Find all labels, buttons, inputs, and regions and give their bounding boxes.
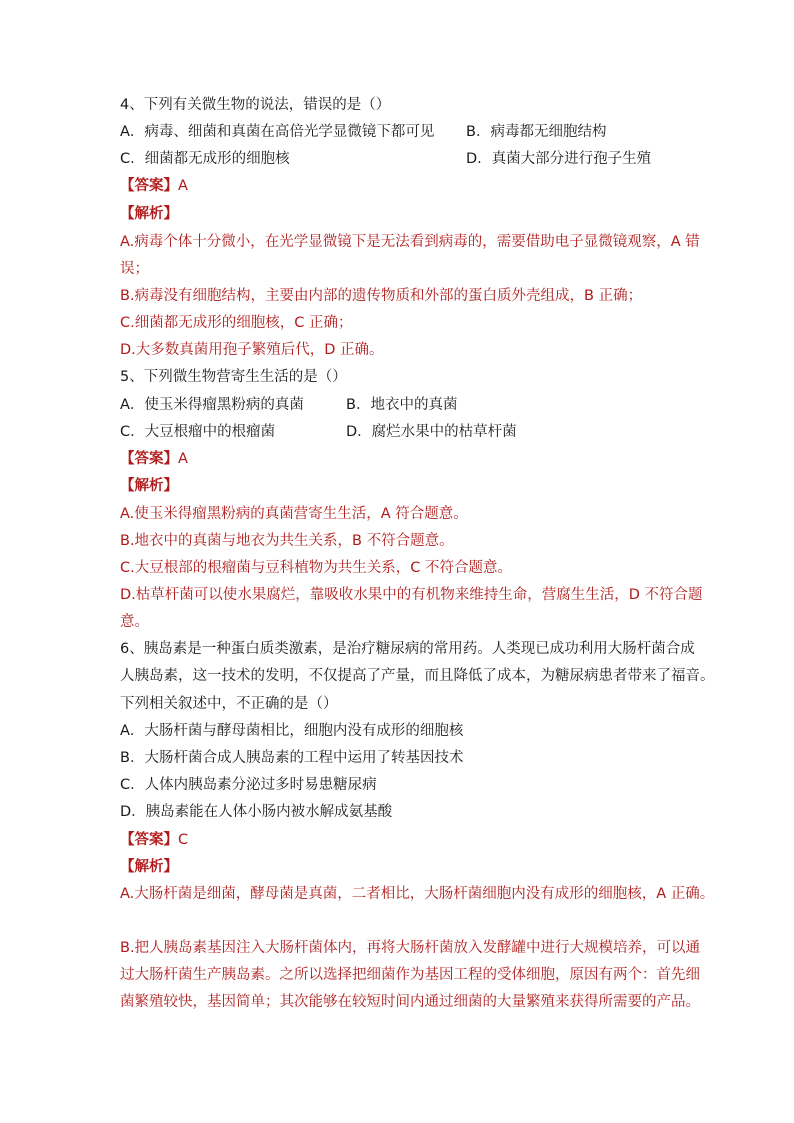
q5-answer bbox=[120, 449, 188, 469]
q4-explanation-a-line1: A.病毒个体十分微小，在光学显微镜下是无法看到病毒的，需要借助电子显微镜观察，A 错 bbox=[120, 234, 700, 250]
q5-option-a: A．使玉米得瘤黑粉病的真菌 bbox=[120, 397, 304, 413]
q5-explanation-d-line2: 意。 bbox=[120, 614, 149, 630]
q4-analysis-label: 【解析】 bbox=[120, 206, 178, 222]
q6-explanation-b-line1: B.把人胰岛素基因注入大肠杆菌体内，再将大肠杆菌放入发酵罐中进行大规模培养，可以通 bbox=[120, 940, 701, 956]
q6-option-c: C．人体内胰岛素分泌过多时易患糖尿病 bbox=[120, 777, 377, 793]
q5-explanation-c: C.大豆根部的根瘤菌与豆科植物为共生关系，C 不符合题意。 bbox=[120, 560, 512, 576]
q4-explanation-b: B.病毒没有细胞结构，主要由内部的遗传物质和外部的蛋白质外壳组成，B 正确； bbox=[120, 288, 643, 304]
answer-value: A bbox=[178, 451, 188, 467]
q4-option-d: D．真菌大部分进行孢子生殖 bbox=[466, 151, 652, 167]
q6-explanation-a: A.大肠杆菌是细菌，酵母菌是真菌，二者相比，大肠杆菌细胞内没有成形的细胞核，A 正确。 bbox=[120, 886, 715, 902]
q6-analysis-label: 【解析】 bbox=[120, 859, 178, 875]
q4-stem: 4、下列有关微生物的说法，错误的是（） bbox=[120, 97, 391, 113]
q6-option-a: A．大肠杆菌与酵母菌相比，细胞内没有成形的细胞核 bbox=[120, 723, 464, 739]
q6-stem-line3: 下列相关叙述中，不正确的是（） bbox=[120, 696, 338, 712]
q5-analysis-label: 【解析】 bbox=[120, 478, 178, 494]
answer-value: C bbox=[178, 832, 189, 848]
q4-explanation-a-line2: 误； bbox=[120, 261, 149, 277]
q6-option-d: D．胰岛素能在人体小肠内被水解成氨基酸 bbox=[120, 804, 393, 820]
q6-option-b: B．大肠杆菌合成人胰岛素的工程中运用了转基因技术 bbox=[120, 750, 464, 766]
q5-option-c: C．大豆根瘤中的根瘤菌 bbox=[120, 424, 276, 440]
q6-explanation-b-line3: 菌繁殖较快，基因简单；其次能够在较短时间内通过细菌的大量繁殖来获得所需要的产品。 bbox=[120, 994, 700, 1010]
q4-answer bbox=[120, 176, 188, 196]
q5-explanation-b: B.地衣中的真菌与地衣为共生关系，B 不符合题意。 bbox=[120, 533, 454, 549]
q5-option-b: B．地衣中的真菌 bbox=[346, 397, 458, 413]
answer-label: 【答案】 bbox=[120, 178, 178, 194]
answer-label: 【答案】 bbox=[120, 832, 178, 848]
q5-option-d: D．腐烂水果中的枯草杆菌 bbox=[346, 424, 517, 440]
q4-option-b: B．病毒都无细胞结构 bbox=[466, 124, 607, 140]
q5-explanation-a: A.使玉米得瘤黑粉病的真菌营寄生生活，A 符合题意。 bbox=[120, 506, 468, 522]
answer-value: A bbox=[178, 178, 188, 194]
q4-explanation-d: D.大多数真菌用孢子繁殖后代，D 正确。 bbox=[120, 342, 384, 358]
q6-explanation-b-line2: 过大肠杆菌生产胰岛素。之所以选择把细菌作为基因工程的受体细胞，原因有两个：首先细 bbox=[120, 967, 700, 983]
q4-explanation-c: C.细菌都无成形的细胞核，C 正确； bbox=[120, 315, 353, 331]
q5-explanation-d-line1: D.枯草杆菌可以使水果腐烂，靠吸收水果中的有机物来维持生命，营腐生生活，D 不符合题 bbox=[120, 587, 703, 603]
answer-label: 【答案】 bbox=[120, 451, 178, 467]
q6-stem-line1: 6、胰岛素是一种蛋白质类激素，是治疗糖尿病的常用药。人类现已成功利用大肠杆菌合成 bbox=[120, 641, 695, 657]
q6-stem-line2: 人胰岛素，这一技术的发明，不仅提高了产量，而且降低了成本，为糖尿病患者带来了福音。 bbox=[120, 668, 715, 684]
q5-stem: 5、下列微生物营寄生生活的是（） bbox=[120, 369, 347, 385]
q6-answer bbox=[120, 830, 188, 850]
q4-option-a: A．病毒、细菌和真菌在高倍光学显微镜下都可见 bbox=[120, 124, 435, 140]
q4-option-c: C．细菌都无成形的细胞核 bbox=[120, 151, 290, 167]
